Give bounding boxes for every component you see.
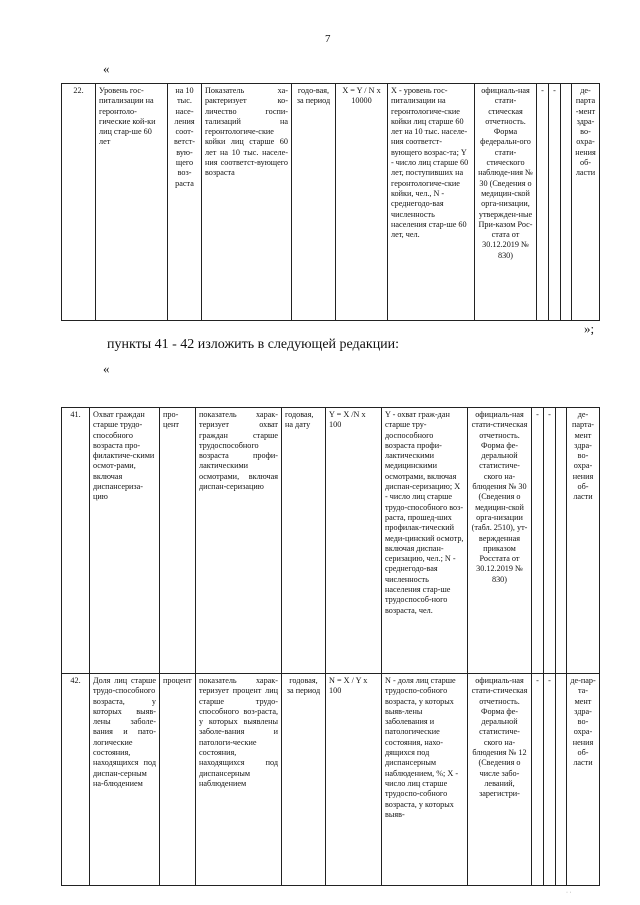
definition: показатель харак-теризует процент лиц старше трудо-способного воз-раста, у которых выявлены заболе-вания и патологи-ческие состояния, находящихся под диспансерным наблюдением (196, 674, 282, 886)
period: годовая, за период (282, 674, 326, 886)
cell-dash: - (537, 84, 549, 321)
table-row (62, 84, 600, 321)
cell-dash: - (532, 674, 544, 886)
row-number: 42. (62, 674, 90, 886)
cell-dash: - (544, 674, 556, 886)
responsible: де-пар-та-мент здра-во-охра-нения об-ласти (567, 674, 600, 886)
unit: про-цент (160, 408, 196, 674)
source: официаль-ная стати-стическая отчетность. Форма федеральн-ого стати-стического наблюде-ния № 30 (Сведения о медицин-ской орга-низации, утвержден-ные При-казом Рос-стата от 30.12.2019 № 830) (475, 84, 537, 321)
period: годовая, на дату (282, 408, 326, 674)
intro-text: пункты 41 - 42 изложить в следующей редакции: (107, 337, 400, 352)
cell-dash: - (549, 84, 561, 321)
page-number: 7 (325, 33, 331, 45)
responsible: де-парта-мент здра-во-охра-нения об-ласти (567, 408, 600, 674)
unit: процент (160, 674, 196, 886)
indicator-table-rows-41-42 (61, 407, 600, 886)
variables: N - доля лиц старше трудоспо-собного возраста, у которых выяв-лены заболевания и патологические состояния, нахо-дящихся под диспансерным наблюдением, %; X - число лиц старше трудоспо-собного возраста, у которых выяв- (382, 674, 468, 886)
formula: Y = X /N x 100 (326, 408, 382, 674)
closing-quote-mark: »; (584, 321, 595, 336)
unit: на 10 тыс. насе-ления соот-ветст-вую-щего воз-раста (168, 84, 202, 321)
indicator-table-row-22 (61, 83, 600, 321)
indicator-name: Доля лиц старше трудо-способного возраста, у которых выяв-лены заболе-вания и пато-логические состояния, находящихся под диспан-серным на-блюдением (90, 674, 160, 886)
table-row (62, 674, 600, 886)
formula: X = Y / N x 10000 (336, 84, 388, 321)
cell-dash: - (544, 408, 556, 674)
definition: показатель харак-теризует охват граждан старше трудоспособного возраста профи-лактическими осмотрами, включая диспан-серизацию (196, 408, 282, 674)
source: официаль-ная стати-стическая отчетность. Форма фе-деральной статистиче-ского на-блюдения № 30 (Сведения о медицин-ской орга-низации (табл. 2510), ут-вержденная приказом Росстата от 30.12.2019 № 830) (468, 408, 532, 674)
indicator-name: Уровень гос-питализации на геронтоло-гические кой-ки лиц стар-ше 60 лет (96, 84, 168, 321)
definition: Показатель ха-рактеризует ко-личество госпи-тализаций на геронтологиче-ские койки лиц старше 60 лет на 10 тыс. населе-ния соответст-вующего возраста (202, 84, 292, 321)
variables: X - уровень гос-питализации на геронтологиче-ские койки лиц старше 60 лет на 10 тыс. населе-ния соответст-вующего возрас-та; Y - число лиц старше 60 лет, поступивших на геронтологиче-ские койки, чел., N - среднегодо-вая численность населения стар-ше 60 лет, чел. (388, 84, 475, 321)
period: годо-вая, за период (292, 84, 336, 321)
bottom-mark: · · (566, 890, 572, 896)
table-row (62, 408, 600, 674)
cell-empty (556, 674, 567, 886)
cell-empty (556, 408, 567, 674)
responsible: де-парта-мент здра-во-охра-нения об-ласти (572, 84, 600, 321)
indicator-name: Охват граждан старше трудо-способного возраста про-филактиче-скими осмот-рами, включая диспансериза-цию (90, 408, 160, 674)
variables: Y - охват граж-дан старше тру-доспособного возраста профи-лактическими медицинскими осмотрами, включая диспан-серизацию; X - число лиц старше трудо-способного воз-раста, прошед-ших профилак-тический меди-цинский осмотр, включая диспан-серизацию, чел.; N - среднегодо-вая численность населения стар-ше трудоспособ-ного возраста, чел. (382, 408, 468, 674)
cell-empty (561, 84, 572, 321)
opening-quote-mark: « (103, 361, 110, 376)
formula: N = X / Y x 100 (326, 674, 382, 886)
row-number: 22. (62, 84, 96, 321)
source: официаль-ная стати-стическая отчетность. Форма фе-деральной статистиче-ского на-блюдения № 12 (Сведения о числе забо-леваний, зарегистри- (468, 674, 532, 886)
opening-quote-mark: « (103, 61, 110, 76)
cell-dash: - (532, 408, 544, 674)
row-number: 41. (62, 408, 90, 674)
